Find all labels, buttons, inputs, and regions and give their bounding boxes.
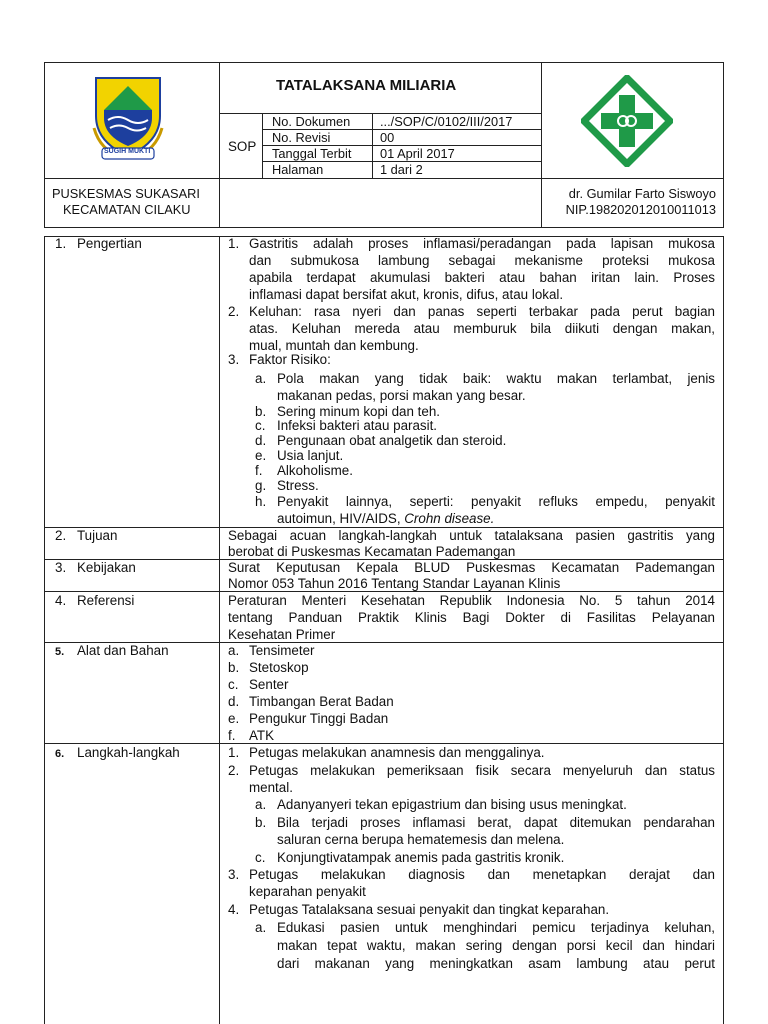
sub-letter: f. (255, 463, 263, 478)
list-number: 2. (228, 304, 240, 319)
sub-letter: b. (228, 660, 240, 675)
sub-letter: d. (255, 433, 267, 448)
sub-letter: e. (228, 711, 240, 726)
row-number: 6. (55, 748, 65, 760)
paragraph-line: Petugas melakukan pemeriksaan fisik secara menyeluruh dan status (249, 763, 715, 778)
list-number: 3. (228, 352, 240, 367)
paragraph-line: keparahan penyakit (249, 884, 366, 899)
text-span: autoimun, HIV/AIDS, (277, 511, 405, 526)
sub-letter: a. (228, 643, 240, 658)
row-number: 1. (55, 236, 67, 251)
row-label-alat: Alat dan Bahan (77, 643, 169, 658)
paragraph-line: Faktor Risiko: (249, 352, 331, 367)
italic-term: Crohn disease. (404, 511, 495, 526)
paragraph-line: Surat Keputusan Kepala BLUD Puskesmas Kecamatan Pademangan (228, 560, 715, 575)
paragraph-line: dari makanan yang meningkatkan asam lambung atau perut (277, 956, 715, 971)
paragraph-line: Petugas melakukan diagnosis dan menetapkan derajat dan (249, 867, 715, 882)
sub-letter: c. (255, 850, 266, 865)
list-item: Pengukur Tinggi Badan (249, 711, 389, 726)
meta-value: 01 April 2017 (380, 146, 455, 161)
list-item: Senter (249, 677, 289, 692)
row-label-tujuan: Tujuan (77, 528, 118, 543)
meta-value: .../SOP/C/0102/III/2017 (380, 114, 513, 129)
meta-label: No. Revisi (272, 130, 331, 145)
paragraph-line: Alkoholisme. (277, 463, 353, 478)
head-name: dr. Gumilar Farto Siswoyo (568, 186, 716, 201)
meta-label: No. Dokumen (272, 114, 351, 129)
sub-letter: b. (255, 404, 267, 419)
org-name-line1: PUSKESMAS SUKASARI (52, 186, 200, 201)
paragraph-line: Keluhan: rasa nyeri dan panas seperti terbakar pada perut bagian (249, 304, 715, 319)
paragraph-line: Edukasi pasien untuk menghindari pemicu terjadinya keluhan, (277, 920, 715, 935)
paragraph-line: Adanyanyeri tekan epigastrium dan bising usus meningkat. (277, 797, 627, 812)
sub-letter: a. (255, 371, 267, 386)
paragraph-line: mual, muntah dan kembung. (249, 338, 419, 353)
meta-value: 1 dari 2 (380, 162, 423, 177)
paragraph-line: Pola makan yang tidak baik: waktu makan terlambat, jenis (277, 371, 715, 386)
paragraph-line: Sering minum kopi dan teh. (277, 404, 441, 419)
paragraph-line: atas. Keluhan mereda atau memburuk bila diikuti dengan makan, (249, 321, 715, 336)
paragraph-line: Pengunaan obat analgetik dan steroid. (277, 433, 507, 448)
sub-letter: g. (255, 478, 267, 493)
head-nip: NIP.198202012010011013 (565, 202, 716, 217)
paragraph-line: Konjungtivatampak anemis pada gastritis kronik. (277, 850, 565, 865)
sub-letter: c. (255, 418, 266, 433)
sub-letter: f. (228, 728, 236, 743)
paragraph-line: Kesehatan Primer (228, 627, 336, 642)
paragraph-line: tentang Panduan Praktik Klinis Bagi Dokter di Fasilitas Pelayanan (228, 610, 715, 625)
paragraph-line (277, 511, 494, 527)
row-number: 2. (55, 528, 67, 543)
sub-letter: c. (228, 677, 239, 692)
paragraph-line: Sebagai acuan langkah-langkah untuk tatalaksana pasien gastritis yang (228, 528, 715, 543)
row-label-langkah: Langkah-langkah (77, 745, 180, 760)
list-number: 1. (228, 236, 240, 251)
row-number: 5. (55, 646, 65, 658)
paragraph-line: makanan pedas, porsi makan yang besar. (277, 388, 526, 403)
sub-letter: a. (255, 797, 267, 812)
list-number: 3. (228, 867, 240, 882)
emblem-motto: SUGIH MUKTI (104, 148, 151, 155)
list-item: Tensimeter (249, 643, 315, 658)
paragraph-line: Gastritis adalah proses inflamasi/peradangan pada lapisan mukosa (249, 236, 715, 251)
row-number: 4. (55, 593, 67, 608)
list-item: ATK (249, 728, 275, 743)
list-item: Timbangan Berat Badan (249, 694, 394, 709)
sop-label: SOP (228, 139, 257, 154)
sub-letter: e. (255, 448, 267, 463)
paragraph-line: berobat di Puskesmas Kecamatan Pademangan (228, 544, 516, 559)
list-item: Stetoskop (249, 660, 309, 675)
paragraph-line: Peraturan Menteri Kesehatan Republik Indonesia No. 5 tahun 2014 (228, 593, 715, 608)
list-number: 1. (228, 745, 240, 760)
paragraph-line: mental. (249, 780, 293, 795)
paragraph-line: Petugas melakukan anamnesis dan menggalinya. (249, 745, 545, 760)
paragraph-line: Petugas Tatalaksana sesuai penyakit dan tingkat keparahan. (249, 902, 610, 917)
list-number: 4. (228, 902, 240, 917)
sub-letter: a. (255, 920, 267, 935)
meta-label: Tanggal Terbit (272, 146, 352, 161)
paragraph-line: saluran cerna berupa hematemesis dan melena. (277, 832, 565, 847)
document-title: TATALAKSANA MILIARIA (276, 77, 457, 94)
row-number: 3. (55, 560, 67, 575)
paragraph-line: inflamasi dapat bersifat akut, kronis, difus, atau lokal. (249, 287, 564, 302)
paragraph-line: Nomor 053 Tahun 2016 Tentang Standar Layanan Klinis (228, 576, 561, 591)
list-number: 2. (228, 763, 240, 778)
puskesmas-logo-icon (581, 75, 673, 167)
row-label-pengertian: Pengertian (77, 236, 142, 251)
paragraph-line: Infeksi bakteri atau parasit. (277, 418, 438, 433)
sub-letter: h. (255, 494, 267, 509)
paragraph-line: Usia lanjut. (277, 448, 344, 463)
paragraph-line: Penyakit lainnya, seperti: penyakit refluks empedu, penyakit (277, 494, 715, 509)
paragraph-line: Stress. (277, 478, 319, 493)
paragraph-line: makan tepat waktu, makan sering dengan porsi kecil dan hindari (277, 938, 715, 953)
sub-letter: d. (228, 694, 240, 709)
meta-value: 00 (380, 130, 395, 145)
row-label-kebijakan: Kebijakan (77, 560, 136, 575)
row-label-referensi: Referensi (77, 593, 135, 608)
paragraph-line: apabila terdapat akumulasi bakteri atau bahan iritan lain. Proses (249, 270, 715, 285)
sub-letter: b. (255, 815, 267, 830)
org-name-line2: KECAMATAN CILAKU (63, 202, 191, 217)
meta-label: Halaman (272, 162, 324, 177)
paragraph-line: Bila terjadi proses inflamasi berat, dapat ditemukan pendarahan (277, 815, 715, 830)
paragraph-line: dan submukosa lambung sebagai mekanisme proteksi mukosa (249, 253, 715, 268)
